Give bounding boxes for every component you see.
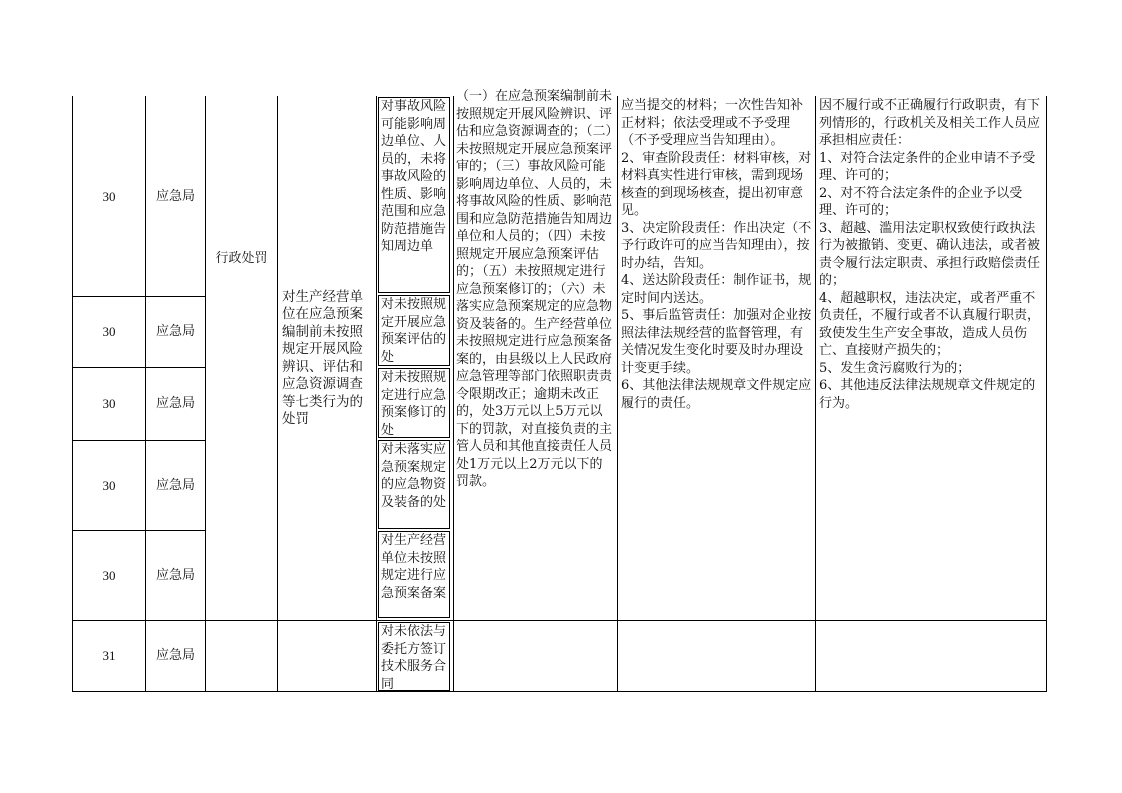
responsibility-cell bbox=[618, 97, 815, 620]
empty-cell bbox=[816, 621, 1046, 691]
empty-cell bbox=[206, 621, 277, 691]
item-name-cell bbox=[278, 97, 376, 620]
row-number: 30 bbox=[102, 396, 116, 412]
row-number: 30 bbox=[102, 188, 116, 204]
department-cell: 应急局 bbox=[155, 648, 195, 664]
sub-item: 对未落实应急预案规定的应急物资及装备的处 bbox=[378, 440, 450, 529]
accountability-text: 因不履行或不正确履行行政职责，有下列情形的，行政机关及相关工作人员应承担相应责任： 1、对符合法定条件的企业申请不予受理、许可的； 2、对不符合法定条件的企业予以受理、许可的； 3、超越、滥用法定职权致使行政执法行为被撤销、变更、确认违法，或者被责令履行法定职责、承担行政赔偿责任的； 4、超越职权，违法决定，或者严重不负责任，不履行或者不认真履行职责，致使发生生产安全事故，造成人员伤亡、直接财产损失的； 5、发生贪污腐败行为的； 6、其他违反法律法规规章文件规定的行为。 bbox=[819, 98, 1041, 411]
item-name-text: 对生产经营单位在应急预案编制前未按照规定开展风险辨识、评估和应急资源调查等七类行为的处罚 bbox=[282, 288, 363, 427]
sub-item: 对未按照规定开展应急预案评估的处 bbox=[378, 295, 450, 366]
row-number: 31 bbox=[102, 648, 116, 664]
row-number: 30 bbox=[102, 567, 116, 583]
empty-cell bbox=[618, 621, 815, 691]
accountability-cell bbox=[816, 97, 1046, 620]
row-number: 30 bbox=[102, 324, 116, 340]
sub-item: 对未按照规定进行应急预案修订的处 bbox=[378, 368, 450, 438]
legal-basis-cell bbox=[454, 89, 617, 620]
department-cell: 应急局 bbox=[155, 396, 195, 412]
category-cell: 行政处罚 bbox=[215, 250, 268, 266]
legal-basis-text: （一）在应急预案编制前未按照规定开展风险辨识、评估和应急资源调查的；（二）未按照规定开展应急预案评审的；（三）事故风险可能影响周边单位、人员的，未将事故风险的性质、影响范围和应急防范措施告知周边单位和人员的；（四）未按照规定开展应急预案评估的；（五）未按照规定进行应急预案修订的；（六）未落实应急预案规定的应急物资及装备的。生产经营单位未按照规定进行应急预案备案的，由县级以上人民政府应急管理等部门依照职责责令限期改正；逾期未改正的，处3万元以上5万元以下的罚款，对直接负责的主管人员和其他直接责任人员处1万元以上2万元以下的罚款。 bbox=[456, 89, 613, 489]
department-cell: 应急局 bbox=[155, 188, 195, 204]
empty-cell bbox=[454, 621, 617, 691]
department-cell: 应急局 bbox=[155, 567, 195, 583]
department-cell: 应急局 bbox=[155, 477, 195, 493]
department-cell: 应急局 bbox=[155, 324, 195, 340]
sub-item: 对生产经营单位未按照规定进行应急预案备案 bbox=[378, 531, 450, 618]
responsibility-text: 应当提交的材料；一次性告知补正材料；依法受理或不予受理（不予受理应当告知理由）。 2、审查阶段责任：材料审核，对材料真实性进行审核，需到现场核查的到现场核查，提出初审意见。 3、决定阶段责任：作出决定（不予行政许可的应当告知理由），按时办结，告知。 4、送达阶段责任：制作证书，规定时间内送达。 5、事后监管责任：加强对企业按照法律法规经营的监督管理，有关情况发生变化时要及时办理设计变更手续。 6、其他法律法规规章文件规定应履行的责任。 bbox=[621, 98, 812, 411]
sub-item: 对未依法与委托方签订技术服务合同 bbox=[378, 622, 450, 691]
sub-item: 对事故风险可能影响周边单位、人员的，未将事故风险的性质、影响范围和应急防范措施告知周边单 bbox=[378, 97, 450, 293]
row-number: 30 bbox=[102, 477, 116, 493]
